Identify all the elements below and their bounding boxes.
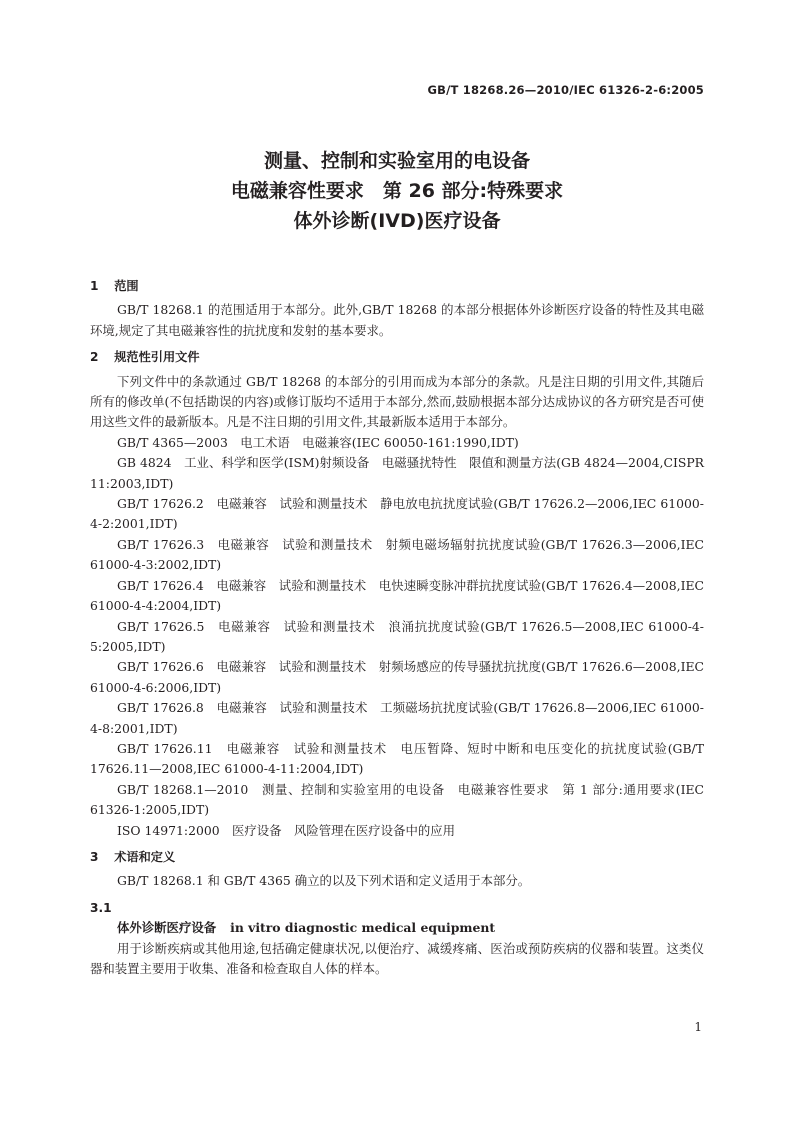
term-heading bbox=[90, 918, 704, 938]
reference-entry: GB/T 4365—2003 电工术语 电磁兼容(IEC 60050-161:1990,IDT) bbox=[117, 434, 519, 450]
reference-entry: GB/T 17626.8 电磁兼容 试验和测量技术 工频磁场抗扰度试验(GB/T 17626.8—2006,IEC 61000-4-8:2001,IDT) bbox=[90, 700, 704, 736]
term-chinese: 体外诊断医疗设备 bbox=[117, 920, 217, 936]
standard-number-header: GB/T 18268.26—2010/IEC 61326-2-6:2005 bbox=[427, 83, 704, 97]
scope-paragraph: GB/T 18268.1 的范围适用于本部分。此外,GB/T 18268 的本部分根据体外诊断医疗设备的特性及其电磁环境,规定了其电磁兼容性的抗扰度和发射的基本要求。 bbox=[90, 302, 704, 338]
reference-entry: GB/T 17626.3 电磁兼容 试验和测量技术 射频电磁场辐射抗扰度试验(GB/T 17626.3—2006,IEC 61000-4-3:2002,IDT) bbox=[90, 536, 704, 573]
title-line-1: 测量、控制和实验室用的电设备 bbox=[263, 150, 530, 172]
section-number: 1 bbox=[90, 279, 99, 293]
reference-entry: GB/T 17626.6 电磁兼容 试验和测量技术 射频场感应的传导骚扰抗扰度(GB/T 17626.6—2008,IEC 61000-4-6:2006,IDT) bbox=[90, 659, 704, 695]
reference-entry: ISO 14971:2000 医疗设备 风险管理在医疗设备中的应用 bbox=[117, 822, 456, 838]
document-title bbox=[0, 146, 794, 236]
section-number: 3 bbox=[90, 849, 99, 864]
reference-entry: GB/T 17626.11 电磁兼容 试验和测量技术 电压暂降、短时中断和电压变化的抗扰度试验(GB/T 17626.11—2008,IEC 61000-4-11:2004,IDT) bbox=[90, 740, 704, 777]
reference-entry: GB/T 17626.5 电磁兼容 试验和测量技术 浪涌抗扰度试验(GB/T 17626.5—2008,IEC 61000-4-5:2005,IDT) bbox=[90, 618, 704, 654]
title-line-3: 体外诊断(IVD)医疗设备 bbox=[293, 210, 501, 232]
references-intro-paragraph: 下列文件中的条款通过 GB/T 18268 的本部分的引用而成为本部分的条款。凡是注日期的引用文件,其随后所有的修改单(不包括勘误的内容)或修订版均不适用于本部分,然而,鼓励根据本部分达成协议的各方研究是否可使用这些文件的最新版本。凡是不注日期的引用文件,其最新版本适用于本部分。 bbox=[90, 373, 704, 430]
terms-intro-paragraph: GB/T 18268.1 和 GB/T 4365 确立的以及下列术语和定义适用于本部分。 bbox=[117, 873, 531, 889]
section-heading-normative-references bbox=[90, 347, 704, 367]
reference-entry: GB/T 17626.2 电磁兼容 试验和测量技术 静电放电抗扰度试验(GB/T 17626.2—2006,IEC 61000-4-2:2001,IDT) bbox=[90, 496, 704, 532]
section-title: 范围 bbox=[114, 279, 139, 293]
reference-entry: GB/T 18268.1—2010 测量、控制和实验室用的电设备 电磁兼容性要求 第 1 部分:通用要求(IEC 61326-1:2005,IDT) bbox=[90, 781, 704, 818]
section-number: 2 bbox=[90, 350, 99, 365]
section-heading-terms-definitions bbox=[90, 847, 704, 867]
section-heading-scope bbox=[90, 276, 704, 296]
term-english: in vitro diagnostic medical equipment bbox=[230, 920, 496, 936]
section-title: 术语和定义 bbox=[114, 849, 176, 864]
term-number: 3.1 bbox=[90, 900, 112, 915]
reference-entry: GB/T 17626.4 电磁兼容 试验和测量技术 电快速瞬变脉冲群抗扰度试验(GB/T 17626.4—2008,IEC 61000-4-4:2004,IDT) bbox=[90, 577, 704, 614]
document-body bbox=[90, 270, 704, 979]
title-line-2: 电磁兼容性要求 第 26 部分:特殊要求 bbox=[230, 180, 564, 202]
reference-entry: GB 4824 工业、科学和医学(ISM)射频设备 电磁骚扰特性 限值和测量方法(GB 4824—2004,CISPR 11:2003,IDT) bbox=[90, 455, 704, 491]
page-number: 1 bbox=[694, 1020, 702, 1034]
section-title: 规范性引用文件 bbox=[114, 350, 200, 365]
term-definition: 用于诊断疾病或其他用途,包括确定健康状况,以便治疗、减缓疼痛、医治或预防疾病的仪器和装置。这类仪器和装置主要用于收集、准备和检查取自人体的样本。 bbox=[90, 940, 704, 976]
